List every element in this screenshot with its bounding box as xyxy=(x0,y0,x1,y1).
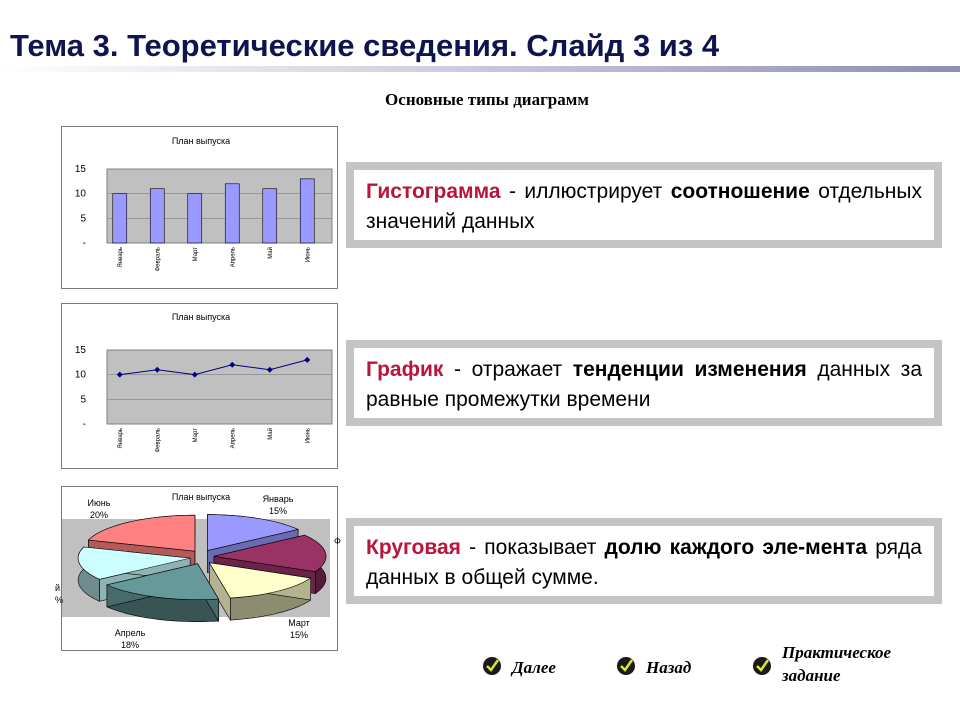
card-text: Круговая - показывает долю каждого эле-мента ряда данных в общей сумме. xyxy=(354,526,934,596)
x-tick-label: Март xyxy=(192,428,199,443)
y-tick-label: 15 xyxy=(74,345,86,356)
pie-percent: 15% xyxy=(289,630,309,640)
pie-label: Июнь xyxy=(87,498,111,508)
y-tick-label: - xyxy=(82,419,86,430)
pie-percent: 20% xyxy=(89,510,109,520)
x-tick-label: Февраль xyxy=(155,247,162,272)
chart-title: План выпуска xyxy=(171,492,231,502)
card-text: График - отражает тенденции изменения данных за равные промежутки времени xyxy=(354,348,934,418)
check-circle-icon xyxy=(752,656,772,676)
bar xyxy=(113,194,127,243)
next-button[interactable] xyxy=(482,656,556,679)
next-label: Далее xyxy=(512,658,556,677)
y-tick-label: 5 xyxy=(80,394,86,406)
y-tick-label: 15 xyxy=(74,164,86,175)
y-tick-label: 5 xyxy=(80,213,86,225)
y-tick-label: 10 xyxy=(74,369,86,381)
card-term: График xyxy=(366,358,444,381)
bar xyxy=(263,189,277,243)
check-circle-icon xyxy=(616,656,636,676)
y-tick-label: - xyxy=(82,238,86,249)
x-tick-label: Февраль xyxy=(155,428,162,453)
y-tick-label: 10 xyxy=(74,188,86,200)
slide-title: Тема 3. Теоретические сведения. Слайд 3 из 4 xyxy=(10,28,720,63)
card-line-graph xyxy=(346,340,942,426)
card-text: Гистограмма - иллюстрирует соотношение отдельных значений данных xyxy=(354,170,934,240)
back-button[interactable] xyxy=(616,656,691,679)
check-circle-icon xyxy=(482,656,502,676)
bar xyxy=(150,189,164,243)
x-tick-label: Март xyxy=(192,247,199,262)
pie-label: Март xyxy=(288,618,310,628)
line-chart xyxy=(61,303,338,469)
plot-area xyxy=(107,350,332,424)
pie-chart xyxy=(61,486,338,651)
pie-percent: 18% xyxy=(120,640,140,650)
chart-title: План выпуска xyxy=(171,136,231,146)
card-emphasis: соотношение xyxy=(670,180,810,203)
pie-percent: 15% xyxy=(268,506,288,516)
x-tick-label: Апрель xyxy=(230,247,237,268)
bar xyxy=(225,184,239,243)
card-emphasis: тенденции изменения xyxy=(572,358,807,381)
pie-cut-label-left: й % xyxy=(55,583,64,605)
plot-area xyxy=(107,169,332,243)
x-tick-label: Май xyxy=(267,247,274,259)
title-divider xyxy=(0,66,960,72)
bar xyxy=(188,194,202,243)
section-subtitle: Основные типы диаграмм xyxy=(385,90,589,109)
bar-chart xyxy=(61,126,338,289)
card-histogram xyxy=(346,162,942,248)
x-tick-label: Январь xyxy=(117,247,124,268)
card-term: Гистограмма xyxy=(366,180,501,203)
pie-label: Апрель xyxy=(114,628,146,638)
card-emphasis: долю каждого эле-мента xyxy=(604,536,868,559)
practical-task-button[interactable] xyxy=(752,641,922,687)
pie-label: Январь xyxy=(262,494,294,504)
x-tick-label: Январь xyxy=(117,428,124,449)
pie-cut-label-right: Ф xyxy=(334,536,341,546)
x-tick-label: Апрель xyxy=(230,428,237,449)
practical-task-label: Практическое задание xyxy=(782,643,892,685)
chart-title: План выпуска xyxy=(171,312,231,322)
back-label: Назад xyxy=(646,658,692,677)
card-term: Круговая xyxy=(366,536,461,559)
x-tick-label: Июнь xyxy=(305,428,312,444)
x-tick-label: Май xyxy=(267,428,274,440)
x-tick-label: Июнь xyxy=(305,247,312,263)
bar xyxy=(300,179,314,243)
card-pie xyxy=(346,518,942,604)
